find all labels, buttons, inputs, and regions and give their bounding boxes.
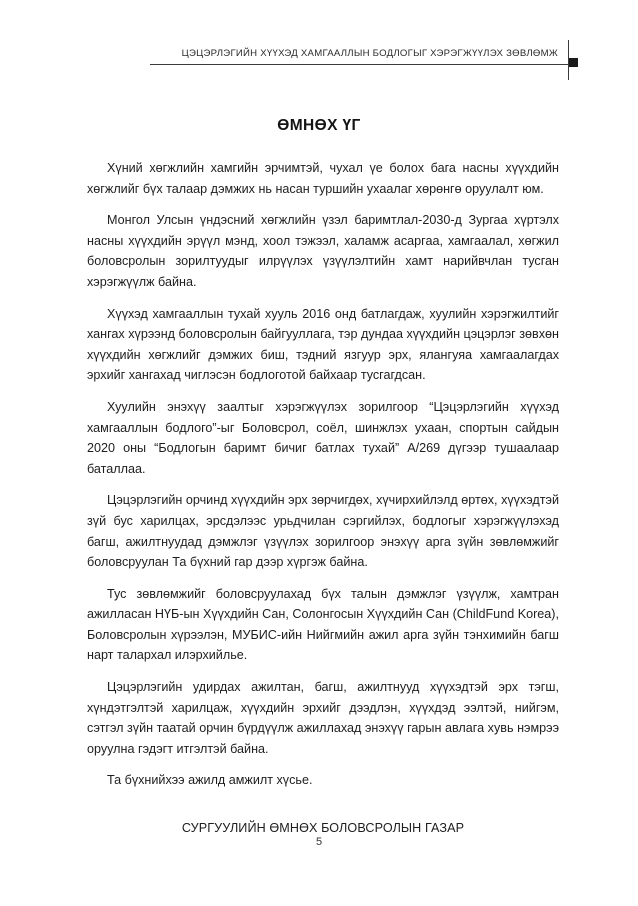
- paragraph-4: Хуулийн энэхүү заалтыг хэрэгжүүлэх зорилгоор “Цэцэрлэгийн хүүхэд хамгааллын бодлого”-ыг Боловсрол, соёл, шинжлэх ухаан, спортын сайдын 2020 оны “Бодлогын баримт бичиг батлах тухай” А/269 дүгээр тушаалаар баталлаа.: [87, 399, 559, 476]
- paragraph-1: Хүний хөгжлийн хамгийн эрчимтэй, чухал үе болох бага насны хүүхдийн хөгжлийг бүх талаар дэмжих нь насан туршийн ухаалаг хөрөнгө оруулалт юм.: [87, 161, 559, 196]
- signature-line: СУРГУУЛИЙН ӨМНӨХ БОЛОВСРОЛЫН ГАЗАР: [181, 821, 465, 836]
- body-text: [87, 158, 559, 838]
- page-number: 5: [315, 836, 323, 848]
- header-corner-square: [569, 58, 578, 67]
- page-title: ӨМНӨХ ҮГ: [277, 117, 361, 134]
- header-rule-horizontal: [150, 64, 568, 65]
- paragraph-3: Хүүхэд хамгааллын тухай хууль 2016 онд батлагдаж, хуулийн хэрэгжилтийг хангах хүрээнд боловсролын байгууллага, тэр дундаа хүүхдийн цэцэрлэг зөвхөн хүүхдийн хөгжлийг дэмжих биш, тэдний язгуур эрх, ялангуяа хамгаалагдах эрхийг хангахад чиглэсэн бодлоготой байхаар тусгагдсан.: [87, 306, 559, 383]
- paragraph-7: Цэцэрлэгийн удирдах ажилтан, багш, ажилтнууд хүүхэдтэй эрх тэгш, хүндэтгэлтэй харилцаж, хүүхдийн эрхийг дээдлэн, хүүхдэд ээлтэй, нийгэм, сэтгэл зүйн таатай орчин бүрдүүлж ажиллахад энэхүү гарын авлага хувь нэмрээ оруулна гэдэгт итгэлтэй байна.: [87, 680, 559, 756]
- paragraph-5: Цэцэрлэгийн орчинд хүүхдийн эрх зөрчигдөх, хүчирхийлэлд өртөх, хүүхэдтэй зүй бус харилцах, эрсдэлээс урьдчилан сэргийлэх, бодлогыг хэрэгжүүлэхэд багш, ажилтнуудад дэмжлэг үзүүлэх зорилгоор энэхүү арга зүйн зөвлөмжийг боловсруулан Та бүхний гар дээр хүргэж байна.: [87, 493, 559, 570]
- paragraph-2: Монгол Улсын үндэсний хөгжлийн үзэл баримтлал-2030-д Зургаа хүртэлх насны хүүхдийн эрүүл мэнд, хоол тэжээл, халамж асаргаа, хамгаалал, хөгжил боловсролын зорилтуудыг илрүүлэх үзүүлэлтийн хамт нарийвчлан тусган хэрэгжүүлж байна.: [87, 213, 559, 289]
- running-header: ЦЭЦЭРЛЭГИЙН ХҮҮХЭД ХАМГААЛЛЫН БОДЛОГЫГ ХЭРЭГЖҮҮЛЭХ ЗӨВЛӨМЖ: [181, 48, 558, 59]
- paragraph-8: Та бүхнийхээ ажилд амжилт хүсье.: [107, 773, 313, 788]
- paragraph-6: Тус зөвлөмжийг боловсруулахад бүх талын дэмжлэг үзүүлж, хамтран ажилласан НҮБ-ын Хүүхдийн Сан, Солонгосын Хүүхдийн Сан (ChildFund Korea), Боловсролын хүрээлэн, МУБИС-ийн Нийгмийн ажил арга зүйн тэнхимийн багш нарт талархал илэрхийлье.: [87, 586, 559, 663]
